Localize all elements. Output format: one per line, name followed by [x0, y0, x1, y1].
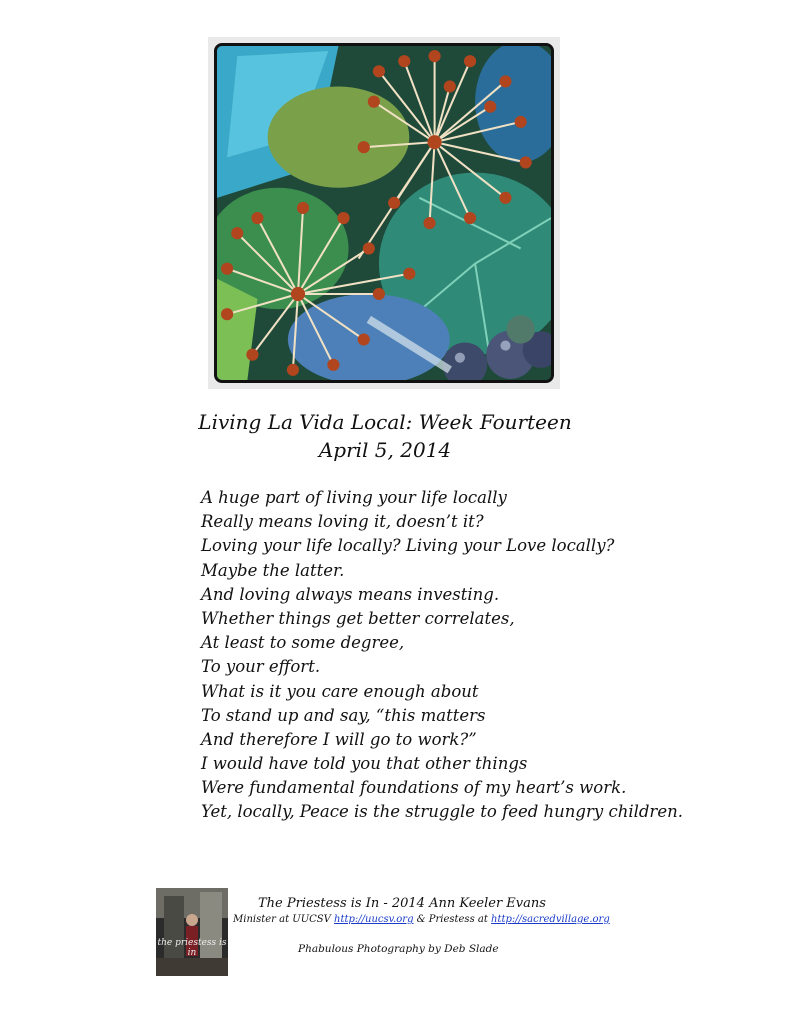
ivy-flower-illustration	[217, 46, 551, 380]
minister-label: Minister at UUCSV	[233, 914, 335, 925]
poem-line: Maybe the latter.	[201, 560, 345, 580]
poem-line: To your effort.	[201, 657, 321, 677]
poem-line: At least to some degree,	[201, 633, 405, 653]
ivy-flower-photo	[208, 37, 560, 389]
poem-line: Loving your life locally? Living your Love locally?	[201, 536, 615, 556]
title-block	[150, 408, 620, 464]
page-date: April 5, 2014	[318, 438, 452, 462]
poem-line: And therefore I will go to work?”	[201, 729, 477, 749]
poem-line: A huge part of living your life locally	[201, 488, 507, 507]
poem-line: To stand up and say, “this matters	[201, 705, 486, 725]
priestess-thumbnail-photo	[156, 888, 228, 976]
poem	[201, 486, 683, 825]
footer-links	[233, 914, 610, 925]
poem-line: And loving always means investing.	[201, 584, 500, 604]
poem-line: Were fundamental foundations of my heart’s work.	[201, 778, 627, 798]
poem-line: I would have told you that other things	[201, 754, 528, 774]
uucsv-link[interactable]: http://uucsv.org	[334, 914, 414, 925]
priestess-label: & Priestess at	[413, 914, 492, 925]
footer-credit: The Priestess is In - 2014 Ann Keeler Evans	[258, 896, 546, 911]
photo-inner	[214, 43, 554, 383]
photo-credit: Phabulous Photography by Deb Slade	[298, 943, 499, 955]
poem-line: Really means loving it, doesn’t it?	[201, 512, 484, 532]
poem-line: Whether things get better correlates,	[201, 608, 515, 628]
poem-line: What is it you care enough about	[201, 681, 479, 701]
thumbnail-caption: the priestess is in	[157, 938, 227, 958]
poem-line: Yet, locally, Peace is the struggle to feed hungry children.	[201, 802, 683, 822]
thumbnail-illustration	[156, 888, 228, 976]
sacredvillage-link[interactable]: http://sacredvillage.org	[491, 914, 610, 925]
page-title: Living La Vida Local: Week Fourteen	[198, 410, 572, 434]
